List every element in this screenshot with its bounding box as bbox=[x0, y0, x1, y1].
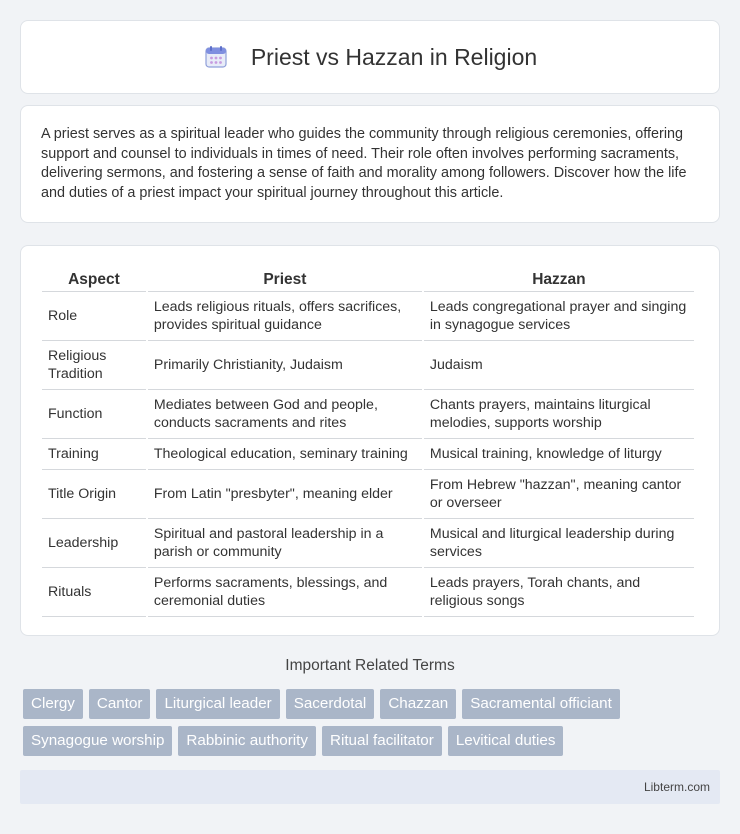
table-row bbox=[42, 519, 694, 568]
comparison-table-card bbox=[20, 245, 720, 636]
comparison-table bbox=[40, 266, 696, 617]
hazzan-cell: Leads prayers, Torah chants, and religious songs bbox=[424, 568, 694, 617]
hazzan-cell: Musical training, knowledge of liturgy bbox=[424, 439, 694, 470]
hazzan-cell: From Hebrew "hazzan", meaning cantor or overseer bbox=[424, 470, 694, 519]
tag-liturgical-leader[interactable]: Liturgical leader bbox=[156, 689, 279, 719]
priest-cell: Primarily Christianity, Judaism bbox=[148, 341, 422, 390]
priest-cell: Mediates between God and people, conducts sacraments and rites bbox=[148, 390, 422, 439]
tag-cantor[interactable]: Cantor bbox=[89, 689, 151, 719]
hazzan-cell: Judaism bbox=[424, 341, 694, 390]
table-row bbox=[42, 390, 694, 439]
page-title: Priest vs Hazzan in Religion bbox=[250, 43, 538, 70]
title-wrap bbox=[203, 44, 537, 71]
related-terms-title: Important Related Terms bbox=[285, 657, 455, 674]
priest-cell: Performs sacraments, blessings, and ceremonial duties bbox=[148, 568, 422, 617]
tag-ritual-facilitator[interactable]: Ritual facilitator bbox=[322, 726, 442, 756]
aspect-cell: Function bbox=[42, 390, 146, 439]
footer-brand[interactable]: Libterm.com bbox=[643, 780, 710, 794]
tag-synagogue-worship[interactable]: Synagogue worship bbox=[23, 726, 172, 756]
table-header-row bbox=[42, 266, 694, 292]
header-aspect: Aspect bbox=[42, 266, 146, 292]
tag-sacramental-officiant[interactable]: Sacramental officiant bbox=[462, 689, 620, 719]
tag-row bbox=[23, 726, 723, 756]
tag-sacerdotal[interactable]: Sacerdotal bbox=[286, 689, 375, 719]
priest-cell: Leads religious rituals, offers sacrifices, provides spiritual guidance bbox=[148, 292, 422, 341]
tag-row bbox=[23, 689, 723, 719]
related-terms-tags bbox=[23, 689, 723, 763]
table-row bbox=[42, 470, 694, 519]
aspect-cell: Title Origin bbox=[42, 470, 146, 519]
header-hazzan: Hazzan bbox=[424, 266, 694, 292]
calendar-icon bbox=[203, 44, 229, 70]
priest-cell: From Latin "presbyter", meaning elder bbox=[148, 470, 422, 519]
aspect-cell: Role bbox=[42, 292, 146, 341]
intro-text: A priest serves as a spiritual leader who guides the community through religious ceremonies, offering support and counsel to individuals in times of need. Their role often involves performing sacraments, delivering sermons, and fostering a sense of faith and morality among followers. Discover how the life and duties of a priest impact your spiritual journey throughout this article. bbox=[41, 126, 687, 201]
hazzan-cell: Chants prayers, maintains liturgical melodies, supports worship bbox=[424, 390, 694, 439]
aspect-cell: Rituals bbox=[42, 568, 146, 617]
priest-cell: Spiritual and pastoral leadership in a parish or community bbox=[148, 519, 422, 568]
hazzan-cell: Musical and liturgical leadership during services bbox=[424, 519, 694, 568]
table-row bbox=[42, 568, 694, 617]
tag-chazzan[interactable]: Chazzan bbox=[380, 689, 456, 719]
tag-clergy[interactable]: Clergy bbox=[23, 689, 83, 719]
header-priest: Priest bbox=[148, 266, 422, 292]
table-row bbox=[42, 341, 694, 390]
priest-cell: Theological education, seminary training bbox=[148, 439, 422, 470]
tag-rabbinic-authority[interactable]: Rabbinic authority bbox=[178, 726, 316, 756]
table-row bbox=[42, 292, 694, 341]
tag-levitical-duties[interactable]: Levitical duties bbox=[448, 726, 564, 756]
header-card bbox=[20, 20, 720, 94]
aspect-cell: Leadership bbox=[42, 519, 146, 568]
aspect-cell: Religious Tradition bbox=[42, 341, 146, 390]
aspect-cell: Training bbox=[42, 439, 146, 470]
hazzan-cell: Leads congregational prayer and singing in synagogue services bbox=[424, 292, 694, 341]
footer bbox=[20, 770, 720, 804]
intro-card bbox=[20, 105, 720, 223]
table-row bbox=[42, 439, 694, 470]
